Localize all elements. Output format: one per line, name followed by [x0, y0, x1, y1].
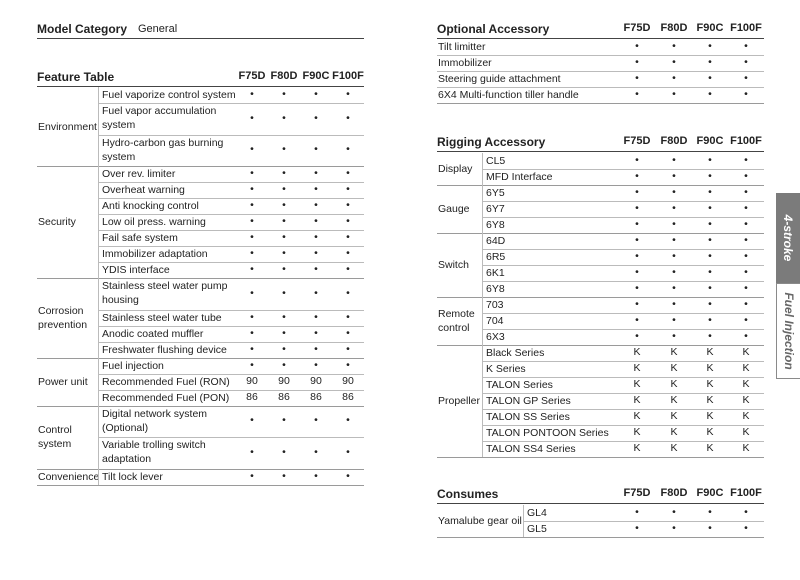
- feature-value: •: [346, 88, 350, 100]
- divider: [437, 38, 764, 39]
- feature-value: •: [346, 199, 350, 211]
- item-name: 703: [486, 299, 504, 311]
- feature-value: •: [250, 286, 254, 299]
- item-value: K: [706, 346, 714, 358]
- feature-value: •: [314, 167, 318, 179]
- item-value: •: [672, 506, 676, 518]
- item-name: GL5: [527, 523, 547, 535]
- feature-name: Digital network system (Optional): [102, 407, 208, 434]
- rigging-accessory-col-0: F75D: [623, 135, 651, 147]
- divider: [37, 86, 364, 87]
- feature-value: •: [346, 183, 350, 195]
- feature-value: •: [708, 40, 712, 52]
- feature-value: •: [250, 445, 254, 458]
- divider: [437, 151, 764, 152]
- item-value: •: [744, 170, 748, 182]
- feature-value: 90: [310, 374, 322, 387]
- feature-name: Stainless steel water pump housing: [102, 280, 228, 306]
- feature-name: Stainless steel water tube: [102, 311, 222, 324]
- item-name: TALON PONTOON Series: [486, 427, 609, 439]
- feature-value: •: [250, 111, 254, 124]
- feature-name: Over rev. limiter: [102, 168, 176, 180]
- item-value: •: [708, 250, 712, 262]
- feature-value: •: [250, 247, 254, 259]
- feature-value: •: [282, 143, 286, 156]
- feature-value: •: [250, 183, 254, 195]
- feature-value: •: [314, 326, 318, 339]
- item-value: •: [744, 202, 748, 214]
- feature-value: •: [346, 358, 350, 371]
- feature-value: •: [346, 111, 350, 124]
- item-value: •: [744, 298, 748, 310]
- item-name: 6K1: [486, 267, 505, 279]
- item-value: K: [706, 378, 714, 390]
- item-value: •: [635, 506, 639, 518]
- item-value: •: [672, 282, 676, 294]
- optional-accessory-col-0: F75D: [623, 22, 651, 34]
- feature-name: Variable trolling switch adaptation: [102, 439, 206, 465]
- item-name: TALON SS Series: [486, 411, 570, 423]
- feature-value: •: [282, 445, 286, 458]
- feature-value: •: [314, 358, 318, 371]
- group-divider: [98, 87, 99, 166]
- rigging-accessory-title: Rigging Accessory: [437, 135, 546, 149]
- feature-name: Immobilizer adaptation: [102, 248, 208, 260]
- feature-name: Anodic coated muffler: [102, 327, 204, 340]
- feature-value: •: [314, 143, 318, 156]
- item-value: •: [708, 298, 712, 310]
- item-value: •: [744, 154, 748, 166]
- feature-value: •: [708, 72, 712, 84]
- consumes-col-1: F80D: [660, 487, 688, 499]
- item-name: 6X3: [486, 331, 505, 343]
- item-value: K: [670, 426, 678, 438]
- group-divider: [98, 278, 99, 358]
- group-label: Switch: [438, 259, 469, 271]
- item-value: •: [708, 330, 712, 342]
- item-name: TALON Series: [486, 379, 553, 391]
- item-value: K: [742, 426, 750, 438]
- item-name: 704: [486, 315, 504, 327]
- divider: [37, 38, 364, 39]
- model-category-label: Model Category: [37, 22, 128, 36]
- feature-table-title: Feature Table: [37, 70, 115, 84]
- feature-name: Overheat warning: [102, 184, 185, 196]
- item-value: K: [633, 362, 641, 374]
- item-value: K: [706, 410, 714, 422]
- item-value: K: [670, 442, 678, 454]
- row-divider: [437, 103, 764, 104]
- item-name: TALON GP Series: [486, 395, 571, 407]
- item-value: K: [742, 346, 750, 358]
- item-value: •: [708, 170, 712, 182]
- feature-value: •: [314, 310, 318, 323]
- feature-name: Steering guide attachment: [438, 73, 561, 85]
- group-divider: [98, 166, 99, 278]
- feature-value: •: [314, 215, 318, 227]
- feature-value: •: [250, 199, 254, 211]
- feature-name: Freshwater flushing device: [102, 343, 227, 356]
- feature-name: 6X4 Multi-function tiller handle: [438, 89, 579, 101]
- optional-accessory-col-1: F80D: [660, 22, 688, 34]
- feature-value: •: [314, 342, 318, 355]
- feature-value: •: [708, 56, 712, 68]
- feature-value: •: [346, 167, 350, 179]
- feature-value: •: [250, 414, 254, 427]
- group-label: Display: [438, 163, 473, 175]
- feature-value: •: [250, 310, 254, 323]
- feature-name: Recommended Fuel (RON): [102, 375, 230, 388]
- item-value: •: [672, 314, 676, 326]
- group-divider: [482, 345, 483, 457]
- group-divider: [482, 233, 483, 297]
- item-value: K: [706, 362, 714, 374]
- feature-value: •: [250, 215, 254, 227]
- item-value: •: [708, 154, 712, 166]
- item-value: K: [670, 362, 678, 374]
- item-name: MFD Interface: [486, 171, 553, 183]
- feature-table-col-1: F80D: [270, 70, 298, 82]
- tab-fuel-injection[interactable]: [776, 283, 800, 379]
- feature-value: •: [346, 342, 350, 355]
- item-value: K: [670, 378, 678, 390]
- consumes-title: Consumes: [437, 487, 499, 501]
- feature-value: •: [282, 342, 286, 355]
- feature-name: YDIS interface: [102, 264, 170, 276]
- feature-value: •: [250, 263, 254, 275]
- feature-value: •: [282, 167, 286, 179]
- rigging-accessory-col-1: F80D: [660, 135, 688, 147]
- feature-value: •: [346, 469, 350, 482]
- group-divider: [523, 505, 524, 537]
- item-value: K: [633, 346, 641, 358]
- feature-value: •: [282, 286, 286, 299]
- feature-table-col-2: F90C: [302, 70, 330, 82]
- item-name: TALON SS4 Series: [486, 443, 576, 455]
- feature-value: •: [346, 215, 350, 227]
- feature-value: •: [282, 183, 286, 195]
- item-value: •: [672, 170, 676, 182]
- feature-value: •: [282, 199, 286, 211]
- feature-value: •: [346, 414, 350, 427]
- item-value: •: [672, 266, 676, 278]
- optional-accessory-col-2: F90C: [696, 22, 724, 34]
- group-divider: [482, 185, 483, 233]
- group-divider: [437, 537, 764, 538]
- item-value: •: [672, 298, 676, 310]
- feature-value: •: [250, 143, 254, 156]
- group-label: Yamalube gear oil: [438, 515, 522, 527]
- item-value: •: [635, 218, 639, 230]
- group-divider: [437, 457, 764, 458]
- item-name: K Series: [486, 363, 526, 375]
- item-value: •: [635, 266, 639, 278]
- item-value: K: [670, 410, 678, 422]
- group-label: Environment: [38, 120, 97, 133]
- feature-name: Fuel injection: [102, 359, 164, 372]
- item-value: K: [633, 378, 641, 390]
- item-value: K: [670, 346, 678, 358]
- feature-table-col-3: F100F: [332, 70, 364, 82]
- group-label: Security: [38, 216, 76, 228]
- tab-fuel-injection-label: Fuel Injection: [781, 292, 796, 370]
- item-value: •: [744, 186, 748, 198]
- group-label: Control system: [38, 424, 72, 450]
- item-value: •: [672, 250, 676, 262]
- group-divider: [482, 153, 483, 185]
- item-value: •: [744, 506, 748, 518]
- item-name: Black Series: [486, 347, 545, 359]
- feature-value: •: [282, 247, 286, 259]
- item-value: •: [744, 522, 748, 534]
- item-value: •: [635, 250, 639, 262]
- item-name: 6R5: [486, 251, 506, 263]
- group-label: Remote control: [438, 308, 475, 334]
- feature-value: •: [346, 247, 350, 259]
- optional-accessory-col-3: F100F: [730, 22, 762, 34]
- group-label: Corrosion prevention: [38, 304, 88, 331]
- feature-value: •: [744, 72, 748, 84]
- group-divider: [37, 485, 364, 486]
- item-value: •: [672, 330, 676, 342]
- feature-value: •: [250, 358, 254, 371]
- feature-value: 86: [278, 390, 290, 403]
- feature-name: Fuel vaporize control system: [102, 89, 236, 101]
- feature-value: •: [346, 310, 350, 323]
- feature-value: •: [635, 88, 639, 100]
- tab-4-stroke-label: 4-stroke: [781, 214, 795, 262]
- feature-value: 86: [342, 390, 354, 403]
- feature-value: •: [250, 342, 254, 355]
- item-value: K: [633, 394, 641, 406]
- feature-name: Low oil press. warning: [102, 216, 206, 228]
- item-value: K: [670, 394, 678, 406]
- feature-value: 90: [342, 374, 354, 387]
- feature-value: •: [346, 326, 350, 339]
- feature-value: •: [635, 40, 639, 52]
- item-value: •: [708, 234, 712, 246]
- item-name: 6Y5: [486, 187, 505, 199]
- feature-value: •: [282, 358, 286, 371]
- feature-name: Hydro-carbon gas burning system: [102, 136, 224, 163]
- item-value: •: [672, 202, 676, 214]
- item-value: •: [635, 170, 639, 182]
- consumes-col-3: F100F: [730, 487, 762, 499]
- feature-value: •: [672, 56, 676, 68]
- feature-value: 90: [246, 374, 258, 387]
- item-name: 6Y8: [486, 283, 505, 295]
- feature-name: Anti knocking control: [102, 200, 199, 212]
- feature-value: •: [314, 445, 318, 458]
- item-value: •: [672, 186, 676, 198]
- feature-value: •: [314, 247, 318, 259]
- feature-name: Tilt lock lever: [102, 470, 163, 483]
- feature-table-col-0: F75D: [238, 70, 266, 82]
- feature-value: •: [282, 263, 286, 275]
- rigging-accessory-col-3: F100F: [730, 135, 762, 147]
- model-category-value: General: [138, 23, 178, 35]
- item-value: •: [635, 186, 639, 198]
- feature-value: •: [282, 414, 286, 427]
- item-value: K: [742, 378, 750, 390]
- feature-value: •: [282, 310, 286, 323]
- item-value: •: [744, 314, 748, 326]
- feature-value: •: [672, 72, 676, 84]
- feature-value: •: [314, 111, 318, 124]
- item-value: •: [744, 330, 748, 342]
- feature-value: •: [346, 445, 350, 458]
- item-name: GL4: [527, 507, 547, 519]
- feature-name: Recommended Fuel (PON): [102, 391, 230, 404]
- item-value: •: [708, 266, 712, 278]
- feature-value: •: [282, 111, 286, 124]
- feature-value: 86: [310, 390, 322, 403]
- feature-value: •: [250, 469, 254, 482]
- item-value: •: [744, 234, 748, 246]
- item-value: •: [672, 522, 676, 534]
- item-value: •: [744, 250, 748, 262]
- feature-value: •: [282, 88, 286, 100]
- group-divider: [98, 406, 99, 469]
- feature-value: •: [282, 326, 286, 339]
- item-value: •: [744, 282, 748, 294]
- feature-value: •: [672, 88, 676, 100]
- feature-value: •: [250, 88, 254, 100]
- item-value: •: [672, 218, 676, 230]
- item-name: CL5: [486, 155, 506, 167]
- feature-value: •: [314, 414, 318, 427]
- item-value: •: [635, 282, 639, 294]
- feature-value: •: [314, 199, 318, 211]
- feature-value: •: [314, 231, 318, 243]
- feature-value: •: [672, 40, 676, 52]
- feature-value: •: [346, 263, 350, 275]
- item-value: •: [708, 186, 712, 198]
- feature-name: Fuel vapor accumulation system: [102, 105, 217, 131]
- item-value: •: [708, 506, 712, 518]
- feature-value: •: [250, 231, 254, 243]
- feature-value: •: [282, 215, 286, 227]
- item-value: •: [744, 218, 748, 230]
- feature-value: •: [744, 88, 748, 100]
- item-name: 6Y8: [486, 219, 505, 231]
- group-divider: [482, 297, 483, 345]
- feature-value: •: [250, 167, 254, 179]
- item-value: K: [706, 426, 714, 438]
- item-value: K: [633, 442, 641, 454]
- item-value: •: [635, 314, 639, 326]
- item-name: 64D: [486, 235, 506, 247]
- feature-value: •: [708, 88, 712, 100]
- feature-value: •: [314, 286, 318, 299]
- divider: [437, 503, 764, 504]
- item-value: •: [708, 522, 712, 534]
- group-label: Power unit: [38, 375, 88, 388]
- item-value: •: [672, 154, 676, 166]
- group-label: Propeller: [438, 395, 481, 407]
- item-value: •: [672, 234, 676, 246]
- feature-name: Immobilizer: [438, 57, 492, 69]
- feature-value: •: [744, 40, 748, 52]
- feature-name: Tilt limitter: [438, 41, 486, 53]
- feature-value: 86: [246, 390, 258, 403]
- feature-value: •: [346, 286, 350, 299]
- item-name: 6Y7: [486, 203, 505, 215]
- optional-accessory-title: Optional Accessory: [437, 22, 550, 36]
- feature-value: •: [346, 143, 350, 156]
- feature-value: 90: [278, 374, 290, 387]
- feature-value: •: [314, 263, 318, 275]
- consumes-col-0: F75D: [623, 487, 651, 499]
- group-divider: [98, 358, 99, 406]
- group-label: Convenience: [38, 470, 100, 483]
- item-value: K: [742, 442, 750, 454]
- consumes-col-2: F90C: [696, 487, 724, 499]
- item-value: K: [706, 394, 714, 406]
- item-value: •: [635, 298, 639, 310]
- feature-value: •: [250, 326, 254, 339]
- item-value: K: [706, 442, 714, 454]
- feature-value: •: [314, 88, 318, 100]
- item-value: •: [635, 202, 639, 214]
- item-value: •: [635, 330, 639, 342]
- rigging-accessory-col-2: F90C: [696, 135, 724, 147]
- item-value: •: [708, 218, 712, 230]
- feature-value: •: [282, 231, 286, 243]
- group-label: Gauge: [438, 203, 470, 215]
- feature-value: •: [314, 469, 318, 482]
- item-value: •: [635, 522, 639, 534]
- feature-name: Fail safe system: [102, 232, 178, 244]
- tab-4-stroke[interactable]: [776, 193, 800, 283]
- feature-value: •: [744, 56, 748, 68]
- item-value: K: [633, 426, 641, 438]
- item-value: •: [635, 234, 639, 246]
- item-value: •: [708, 314, 712, 326]
- item-value: K: [742, 362, 750, 374]
- group-divider: [98, 469, 99, 485]
- feature-value: •: [346, 231, 350, 243]
- item-value: K: [742, 410, 750, 422]
- item-value: •: [708, 202, 712, 214]
- feature-value: •: [635, 56, 639, 68]
- item-value: •: [744, 266, 748, 278]
- item-value: K: [742, 394, 750, 406]
- feature-value: •: [635, 72, 639, 84]
- feature-value: •: [314, 183, 318, 195]
- feature-value: •: [282, 469, 286, 482]
- item-value: •: [708, 282, 712, 294]
- item-value: K: [633, 410, 641, 422]
- item-value: •: [635, 154, 639, 166]
